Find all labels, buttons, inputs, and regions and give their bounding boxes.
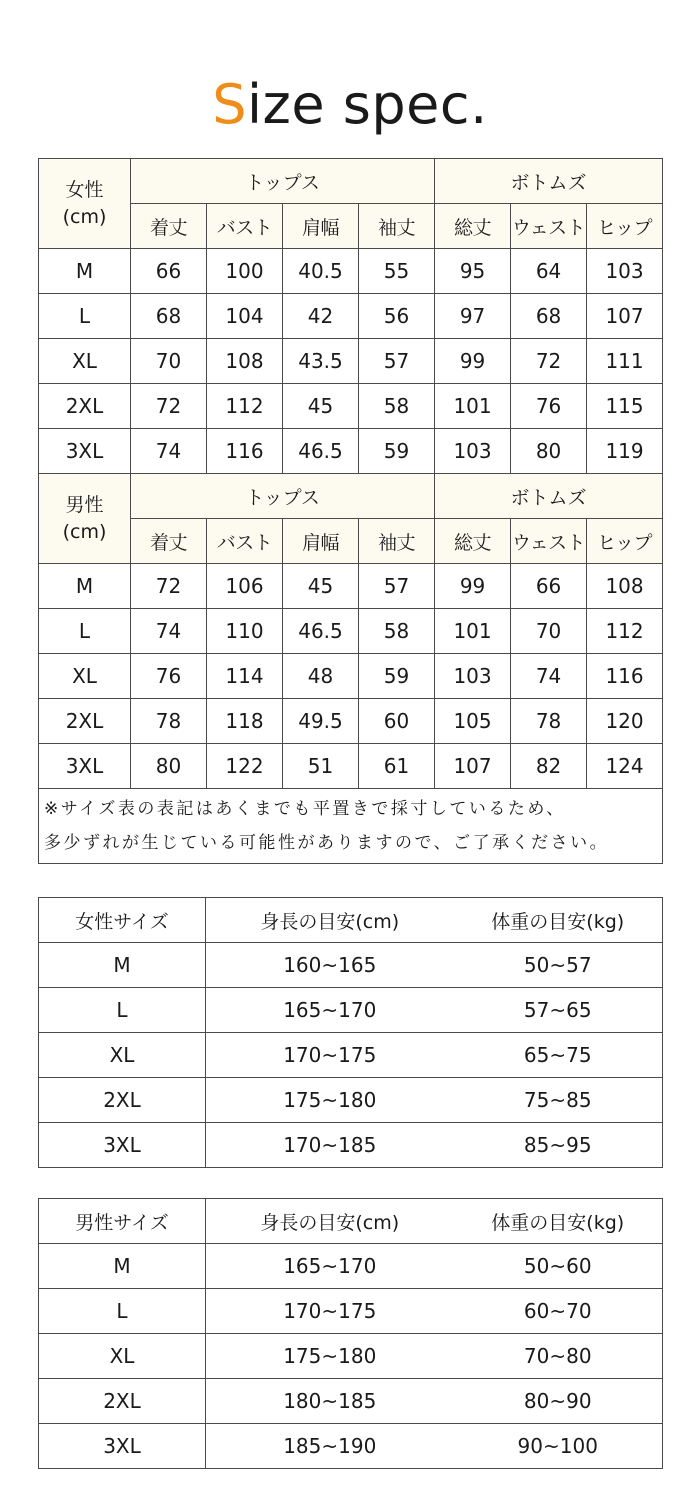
weight-cell: 90~100 xyxy=(454,1424,663,1469)
column-header: ウェスト xyxy=(511,204,587,249)
height-cell: 180~185 xyxy=(206,1379,454,1424)
table-row xyxy=(39,249,663,294)
column-header: 着丈 xyxy=(131,519,207,564)
value-cell: 107 xyxy=(587,294,663,339)
column-header: ヒップ xyxy=(587,519,663,564)
value-cell: 106 xyxy=(207,564,283,609)
size-spec-table xyxy=(38,158,663,864)
value-cell: 111 xyxy=(587,339,663,384)
size-cell: XL xyxy=(39,1334,206,1379)
table-row xyxy=(39,943,663,988)
value-cell: 118 xyxy=(207,699,283,744)
column-header: 袖丈 xyxy=(359,204,435,249)
value-cell: 40.5 xyxy=(283,249,359,294)
guide-header: 体重の目安(kg) xyxy=(454,1199,663,1244)
page-title xyxy=(0,72,700,138)
title-accent-letter: S xyxy=(212,73,248,136)
table-row xyxy=(39,429,663,474)
value-cell: 80 xyxy=(131,744,207,789)
guide-header: 男性サイズ xyxy=(39,1199,206,1244)
size-cell: M xyxy=(39,943,206,988)
weight-cell: 80~90 xyxy=(454,1379,663,1424)
women-unit-label: (cm) xyxy=(62,205,107,228)
value-cell: 108 xyxy=(587,564,663,609)
height-cell: 165~170 xyxy=(206,1244,454,1289)
size-cell: M xyxy=(39,249,131,294)
men-unit-label: (cm) xyxy=(62,520,107,543)
height-cell: 175~180 xyxy=(206,1334,454,1379)
value-cell: 74 xyxy=(511,654,587,699)
size-cell: 2XL xyxy=(39,1379,206,1424)
height-cell: 175~180 xyxy=(206,1078,454,1123)
weight-cell: 85~95 xyxy=(454,1123,663,1168)
value-cell: 49.5 xyxy=(283,699,359,744)
size-cell: 2XL xyxy=(39,699,131,744)
table-row xyxy=(39,1289,663,1334)
value-cell: 46.5 xyxy=(283,429,359,474)
value-cell: 68 xyxy=(511,294,587,339)
table-row xyxy=(39,564,663,609)
value-cell: 97 xyxy=(435,294,511,339)
column-header: 肩幅 xyxy=(283,204,359,249)
value-cell: 56 xyxy=(359,294,435,339)
weight-cell: 70~80 xyxy=(454,1334,663,1379)
value-cell: 104 xyxy=(207,294,283,339)
column-header: 総丈 xyxy=(435,519,511,564)
size-cell: M xyxy=(39,1244,206,1289)
weight-cell: 50~60 xyxy=(454,1244,663,1289)
value-cell: 72 xyxy=(131,384,207,429)
note-line-1: ※サイズ表の表記はあくまでも平置きで採寸しているため、 xyxy=(44,799,566,819)
value-cell: 42 xyxy=(283,294,359,339)
value-cell: 112 xyxy=(587,609,663,654)
value-cell: 124 xyxy=(587,744,663,789)
value-cell: 57 xyxy=(359,564,435,609)
table-row xyxy=(39,384,663,429)
value-cell: 95 xyxy=(435,249,511,294)
column-header: バスト xyxy=(207,519,283,564)
table-row xyxy=(39,1123,663,1168)
size-cell: 2XL xyxy=(39,1078,206,1123)
table-row xyxy=(39,339,663,384)
value-cell: 76 xyxy=(131,654,207,699)
value-cell: 115 xyxy=(587,384,663,429)
table-row xyxy=(39,699,663,744)
value-cell: 74 xyxy=(131,429,207,474)
value-cell: 119 xyxy=(587,429,663,474)
title-rest: ize spec. xyxy=(247,73,488,136)
size-cell: L xyxy=(39,294,131,339)
value-cell: 60 xyxy=(359,699,435,744)
value-cell: 58 xyxy=(359,384,435,429)
guide-header: 身長の目安(cm) xyxy=(206,1199,454,1244)
table-row xyxy=(39,1244,663,1289)
men-label-cell xyxy=(39,474,131,564)
size-cell: 3XL xyxy=(39,744,131,789)
value-cell: 80 xyxy=(511,429,587,474)
value-cell: 55 xyxy=(359,249,435,294)
men-guide-header-row xyxy=(39,1199,663,1244)
value-cell: 64 xyxy=(511,249,587,294)
value-cell: 120 xyxy=(587,699,663,744)
women-guide-header-row xyxy=(39,898,663,943)
note-line-2: 多少ずれが生じている可能性がありますので、ご了承ください。 xyxy=(44,833,610,853)
value-cell: 122 xyxy=(207,744,283,789)
value-cell: 110 xyxy=(207,609,283,654)
value-cell: 103 xyxy=(435,429,511,474)
value-cell: 101 xyxy=(435,384,511,429)
guide-header: 体重の目安(kg) xyxy=(454,898,663,943)
value-cell: 70 xyxy=(511,609,587,654)
table-row xyxy=(39,1334,663,1379)
table-row xyxy=(39,1379,663,1424)
value-cell: 78 xyxy=(131,699,207,744)
size-cell: 3XL xyxy=(39,1424,206,1469)
weight-cell: 60~70 xyxy=(454,1289,663,1334)
women-label: 女性 xyxy=(65,178,104,201)
value-cell: 70 xyxy=(131,339,207,384)
table-row xyxy=(39,654,663,699)
group-bottoms: ボトムズ xyxy=(435,159,663,204)
value-cell: 58 xyxy=(359,609,435,654)
men-column-header-row xyxy=(39,519,663,564)
value-cell: 116 xyxy=(207,429,283,474)
table-row xyxy=(39,1078,663,1123)
women-label-cell xyxy=(39,159,131,249)
size-cell: 3XL xyxy=(39,1123,206,1168)
value-cell: 72 xyxy=(511,339,587,384)
weight-cell: 65~75 xyxy=(454,1033,663,1078)
value-cell: 46.5 xyxy=(283,609,359,654)
group-tops: トップス xyxy=(131,159,435,204)
guide-header: 女性サイズ xyxy=(39,898,206,943)
height-cell: 170~185 xyxy=(206,1123,454,1168)
guide-header: 身長の目安(cm) xyxy=(206,898,454,943)
value-cell: 59 xyxy=(359,654,435,699)
table-row xyxy=(39,1424,663,1469)
value-cell: 116 xyxy=(587,654,663,699)
column-header: 肩幅 xyxy=(283,519,359,564)
column-header: バスト xyxy=(207,204,283,249)
note-cell xyxy=(39,789,663,864)
column-header: 着丈 xyxy=(131,204,207,249)
value-cell: 61 xyxy=(359,744,435,789)
size-cell: L xyxy=(39,1289,206,1334)
value-cell: 51 xyxy=(283,744,359,789)
height-cell: 160~165 xyxy=(206,943,454,988)
value-cell: 114 xyxy=(207,654,283,699)
size-cell: XL xyxy=(39,1033,206,1078)
column-header: 総丈 xyxy=(435,204,511,249)
value-cell: 66 xyxy=(511,564,587,609)
value-cell: 82 xyxy=(511,744,587,789)
note-row xyxy=(39,789,663,864)
value-cell: 68 xyxy=(131,294,207,339)
group-tops: トップス xyxy=(131,474,435,519)
value-cell: 57 xyxy=(359,339,435,384)
size-cell: L xyxy=(39,988,206,1033)
column-header: ウェスト xyxy=(511,519,587,564)
height-cell: 165~170 xyxy=(206,988,454,1033)
table-row xyxy=(39,294,663,339)
value-cell: 48 xyxy=(283,654,359,699)
weight-cell: 75~85 xyxy=(454,1078,663,1123)
value-cell: 66 xyxy=(131,249,207,294)
value-cell: 76 xyxy=(511,384,587,429)
women-size-guide-table xyxy=(38,897,663,1168)
men-group-header-row xyxy=(39,474,663,519)
value-cell: 43.5 xyxy=(283,339,359,384)
table-row xyxy=(39,1033,663,1078)
value-cell: 59 xyxy=(359,429,435,474)
value-cell: 45 xyxy=(283,384,359,429)
women-group-header-row xyxy=(39,159,663,204)
value-cell: 74 xyxy=(131,609,207,654)
table-row xyxy=(39,988,663,1033)
value-cell: 100 xyxy=(207,249,283,294)
men-size-guide-table xyxy=(38,1198,663,1469)
table-row xyxy=(39,744,663,789)
height-cell: 185~190 xyxy=(206,1424,454,1469)
value-cell: 105 xyxy=(435,699,511,744)
value-cell: 107 xyxy=(435,744,511,789)
men-label: 男性 xyxy=(65,493,104,516)
value-cell: 112 xyxy=(207,384,283,429)
column-header: ヒップ xyxy=(587,204,663,249)
value-cell: 72 xyxy=(131,564,207,609)
column-header: 袖丈 xyxy=(359,519,435,564)
value-cell: 101 xyxy=(435,609,511,654)
value-cell: 103 xyxy=(587,249,663,294)
size-cell: XL xyxy=(39,339,131,384)
value-cell: 78 xyxy=(511,699,587,744)
height-cell: 170~175 xyxy=(206,1033,454,1078)
height-cell: 170~175 xyxy=(206,1289,454,1334)
value-cell: 99 xyxy=(435,339,511,384)
women-column-header-row xyxy=(39,204,663,249)
value-cell: 103 xyxy=(435,654,511,699)
size-cell: 2XL xyxy=(39,384,131,429)
value-cell: 108 xyxy=(207,339,283,384)
group-bottoms: ボトムズ xyxy=(435,474,663,519)
table-row xyxy=(39,609,663,654)
value-cell: 99 xyxy=(435,564,511,609)
weight-cell: 50~57 xyxy=(454,943,663,988)
weight-cell: 57~65 xyxy=(454,988,663,1033)
size-cell: L xyxy=(39,609,131,654)
size-cell: 3XL xyxy=(39,429,131,474)
size-cell: XL xyxy=(39,654,131,699)
value-cell: 45 xyxy=(283,564,359,609)
size-cell: M xyxy=(39,564,131,609)
